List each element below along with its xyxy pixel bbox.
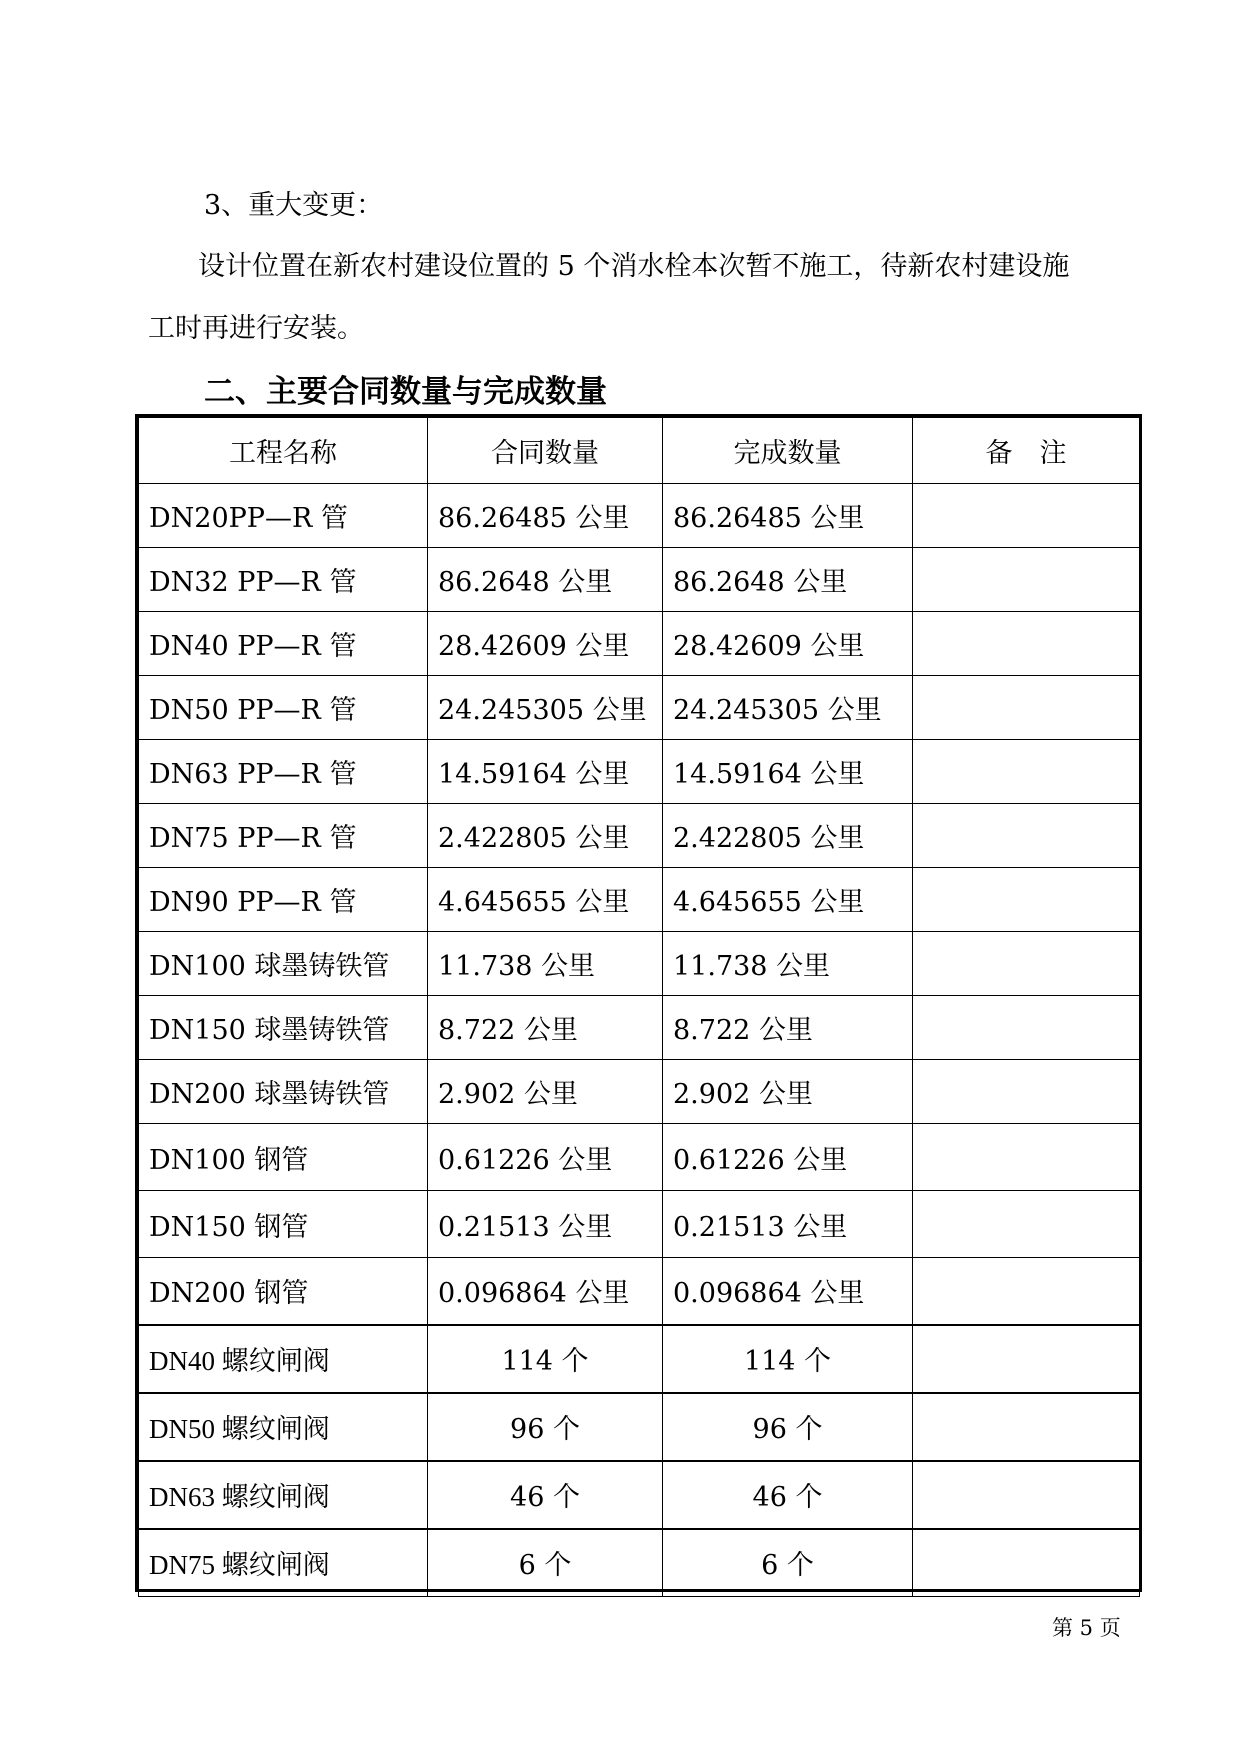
cell-completed-qty: 4.645655 公里 (663, 868, 913, 932)
cell-completed-qty: 0.61226 公里 (663, 1124, 913, 1191)
cell-project-name: DN75 螺纹闸阀 (139, 1529, 428, 1597)
cell-project-name: DN150 球墨铸铁管 (139, 996, 428, 1060)
cell-completed-qty: 86.2648 公里 (663, 548, 913, 612)
cell-remarks (913, 548, 1140, 612)
cell-contract-qty: 86.26485 公里 (428, 484, 663, 548)
table-row (139, 1325, 1140, 1393)
cell-remarks (913, 1461, 1140, 1529)
cell-contract-qty: 24.245305 公里 (428, 676, 663, 740)
cell-completed-qty: 86.26485 公里 (663, 484, 913, 548)
cell-contract-qty: 6 个 (428, 1529, 663, 1597)
cell-contract-qty: 8.722 公里 (428, 996, 663, 1060)
table-row (139, 996, 1140, 1060)
cell-completed-qty: 6 个 (663, 1529, 913, 1597)
cell-remarks (913, 740, 1140, 804)
cell-completed-qty: 0.21513 公里 (663, 1191, 913, 1258)
cell-completed-qty: 2.422805 公里 (663, 804, 913, 868)
cell-remarks (913, 1124, 1140, 1191)
cell-completed-qty: 14.59164 公里 (663, 740, 913, 804)
cell-completed-qty: 8.722 公里 (663, 996, 913, 1060)
cell-contract-qty: 4.645655 公里 (428, 868, 663, 932)
table-header-row (139, 418, 1140, 484)
cell-contract-qty: 0.096864 公里 (428, 1258, 663, 1325)
item-title: 3、重大变更： (204, 190, 384, 221)
cell-contract-qty: 2.422805 公里 (428, 804, 663, 868)
cell-remarks (913, 996, 1140, 1060)
cell-contract-qty: 2.902 公里 (428, 1060, 663, 1124)
cell-contract-qty: 28.42609 公里 (428, 612, 663, 676)
table-row (139, 740, 1140, 804)
cell-project-name: DN63 PP—R 管 (139, 740, 428, 804)
cell-project-name: DN100 球墨铸铁管 (139, 932, 428, 996)
cell-project-name: DN50 PP—R 管 (139, 676, 428, 740)
cell-project-name: DN100 钢管 (139, 1124, 428, 1191)
table-body (139, 484, 1140, 1597)
cell-contract-qty: 96 个 (428, 1393, 663, 1461)
quantity-table (135, 414, 1142, 1592)
cell-completed-qty: 11.738 公里 (663, 932, 913, 996)
cell-remarks (913, 804, 1140, 868)
table-row (139, 676, 1140, 740)
cell-completed-qty: 96 个 (663, 1393, 913, 1461)
cell-contract-qty: 11.738 公里 (428, 932, 663, 996)
header-project-name: 工程名称 (139, 418, 428, 484)
cell-remarks (913, 1325, 1140, 1393)
table-row (139, 1393, 1140, 1461)
section-title: 二、主要合同数量与完成数量 (204, 374, 607, 410)
table-row (139, 484, 1140, 548)
cell-project-name: DN200 球墨铸铁管 (139, 1060, 428, 1124)
cell-completed-qty: 24.245305 公里 (663, 676, 913, 740)
cell-completed-qty: 2.902 公里 (663, 1060, 913, 1124)
cell-completed-qty: 46 个 (663, 1461, 913, 1529)
cell-contract-qty: 0.61226 公里 (428, 1124, 663, 1191)
cell-project-name: DN150 钢管 (139, 1191, 428, 1258)
cell-remarks (913, 484, 1140, 548)
table-row (139, 548, 1140, 612)
table-row (139, 612, 1140, 676)
cell-project-name: DN32 PP—R 管 (139, 548, 428, 612)
cell-remarks (913, 1529, 1140, 1597)
header-remarks: 备 注 (913, 418, 1140, 484)
page-number: 第 5 页 (1052, 1616, 1121, 1640)
paragraph-line-1: 设计位置在新农村建设位置的 5 个消水栓本次暂不施工，待新农村建设施 (198, 251, 1070, 282)
cell-remarks (913, 612, 1140, 676)
cell-contract-qty: 0.21513 公里 (428, 1191, 663, 1258)
table-row (139, 1060, 1140, 1124)
table-row (139, 1529, 1140, 1597)
cell-remarks (913, 1191, 1140, 1258)
table-row (139, 1124, 1140, 1191)
table-row (139, 932, 1140, 996)
cell-completed-qty: 114 个 (663, 1325, 913, 1393)
cell-remarks (913, 868, 1140, 932)
table-row (139, 868, 1140, 932)
cell-project-name: DN20PP—R 管 (139, 484, 428, 548)
cell-project-name: DN63 螺纹闸阀 (139, 1461, 428, 1529)
cell-contract-qty: 86.2648 公里 (428, 548, 663, 612)
cell-project-name: DN75 PP—R 管 (139, 804, 428, 868)
cell-remarks (913, 1393, 1140, 1461)
table-row (139, 804, 1140, 868)
cell-remarks (913, 1258, 1140, 1325)
table-row (139, 1191, 1140, 1258)
cell-project-name: DN200 钢管 (139, 1258, 428, 1325)
paragraph-line-2: 工时再进行安装。 (148, 313, 364, 344)
header-completed-qty: 完成数量 (663, 418, 913, 484)
table-row (139, 1258, 1140, 1325)
table-row (139, 1461, 1140, 1529)
cell-contract-qty: 114 个 (428, 1325, 663, 1393)
cell-remarks (913, 932, 1140, 996)
cell-contract-qty: 46 个 (428, 1461, 663, 1529)
cell-completed-qty: 28.42609 公里 (663, 612, 913, 676)
cell-project-name: DN90 PP—R 管 (139, 868, 428, 932)
cell-project-name: DN50 螺纹闸阀 (139, 1393, 428, 1461)
cell-project-name: DN40 螺纹闸阀 (139, 1325, 428, 1393)
cell-completed-qty: 0.096864 公里 (663, 1258, 913, 1325)
header-contract-qty: 合同数量 (428, 418, 663, 484)
cell-remarks (913, 1060, 1140, 1124)
cell-contract-qty: 14.59164 公里 (428, 740, 663, 804)
cell-remarks (913, 676, 1140, 740)
cell-project-name: DN40 PP—R 管 (139, 612, 428, 676)
